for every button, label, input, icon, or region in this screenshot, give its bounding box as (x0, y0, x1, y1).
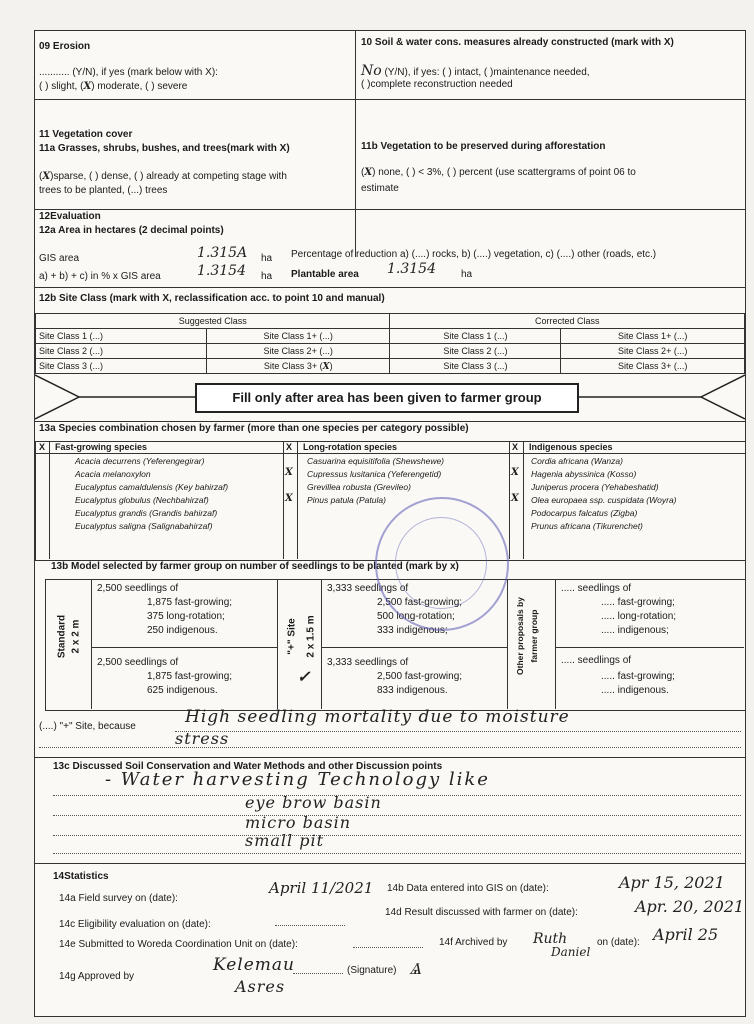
divider (355, 31, 356, 257)
section-09-title: 09 Erosion (39, 41, 91, 52)
standard-option1: 1,875 fast-growing; (147, 597, 233, 608)
plantable-value: 1.3154 (387, 261, 436, 277)
divider (35, 757, 745, 758)
because-text-line1: High seedling mortality due to moisture (185, 707, 570, 727)
section-14-title: 14Statistics (53, 871, 109, 882)
suggested-sc2: Site Class 2 (...) (36, 344, 207, 359)
ind-species-item: Hagenia abyssinica (Kosso) (531, 469, 637, 479)
because-label: (....) "+" Site, because (39, 721, 136, 732)
signature-label: (Signature) (347, 965, 397, 976)
plus-option2: 833 indigenous. (377, 685, 448, 696)
fast-growing-header: Fast-growing species (55, 442, 148, 452)
standard-option2: 625 indigenous. (147, 685, 218, 696)
fast-species-item: Eucalyptus globulus (Nechbahirzaf) (75, 495, 209, 505)
corrected-sc2: Site Class 2 (...) (390, 344, 561, 359)
other-option2: ..... indigenous. (601, 685, 669, 696)
other-option1: ..... seedlings of (561, 583, 632, 594)
suggested-sc3p: Site Class 3+ (X) (206, 359, 390, 374)
plus-option2: 3,333 seedlings of (327, 657, 409, 668)
because-text-line2: stress (175, 729, 230, 748)
corrected-sc1p: Site Class 1+ (...) (561, 329, 745, 344)
long-species-item: Casuarina equisitifolia (Shewshewe) (307, 456, 445, 466)
discussion-line: small pit (245, 831, 325, 850)
divider (35, 287, 745, 288)
long-species-mark: X (285, 467, 293, 478)
ind-species-item: Prunus africana (Tikurenchet) (531, 521, 643, 531)
ind-species-item: Cordia africana (Wanza) (531, 456, 623, 466)
standard-option1: 250 indigenous. (147, 625, 218, 636)
other-option1: ..... fast-growing; (601, 597, 675, 608)
vegetation-mark: X (42, 171, 51, 182)
sum-area-label: a) + b) + c) in % x GIS area (39, 271, 161, 282)
woreda-submitted-label: 14e Submitted to Woreda Coordination Unit on (date): (59, 939, 298, 950)
other-option1: ..... indigenous; (601, 625, 669, 636)
corrected-sc3p: Site Class 3+ (...) (561, 359, 745, 374)
divider (35, 421, 745, 422)
standard-option1: 2,500 seedlings of (97, 583, 179, 594)
section-10-title: 10 Soil & water cons. measures already constructed (mark with X) (361, 37, 674, 48)
other-proposals-label2: farmer group (529, 609, 539, 663)
plus-option1: 3,333 seedlings of (327, 583, 409, 594)
other-option2: ..... fast-growing; (601, 671, 675, 682)
fast-x-header: X (39, 442, 46, 452)
plus-site-size: 2 x 1.5 m (305, 615, 317, 658)
divider (35, 863, 745, 864)
site-class-table (35, 313, 745, 374)
fast-species-item: Acacia decurrens (Yeferengegirar) (75, 456, 205, 466)
other-proposals-label: Other proposals by (515, 597, 525, 675)
ind-species-mark: X (511, 467, 519, 478)
long-species-item: Pinus patula (Patula) (307, 495, 386, 505)
plus-option1: 333 indigenous; (377, 625, 448, 636)
sum-area-value: 1.3154 (197, 263, 246, 279)
corrected-class-header: Corrected Class (390, 314, 745, 329)
divider (35, 99, 745, 100)
gis-area-unit: ha (261, 253, 273, 264)
suggested-sc2p: Site Class 2+ (...) (206, 344, 390, 359)
standard-size: 2 x 2 m (70, 619, 82, 654)
official-stamp (375, 497, 509, 631)
archived-on-label: on (date): (597, 937, 640, 948)
plus-option1: 500 long-rotation; (377, 611, 455, 622)
section-12a-title: 12a Area in hectares (2 decimal points) (39, 225, 224, 236)
preserve-line2: estimate (361, 183, 399, 194)
gis-entry-label: 14b Data entered into GIS on (date): (387, 883, 549, 894)
suggested-class-header: Suggested Class (36, 314, 390, 329)
section-12b-title: 12b Site Class (mark with X, reclassification acc. to point 10 and manual) (39, 293, 385, 304)
plus-option2: 2,500 fast-growing; (377, 671, 463, 682)
archived-date: April 25 (653, 925, 719, 944)
standard-option2: 2,500 seedlings of (97, 657, 179, 668)
approved-by-name2: Asres (235, 977, 286, 996)
preserve-mark: X (364, 167, 373, 178)
site-class-mark: X (322, 361, 330, 372)
eligibility-label: 14c Eligibility evaluation on (date): (59, 919, 211, 930)
archived-by-value: Ruth (533, 931, 568, 947)
ind-x-header: X (512, 442, 519, 452)
suggested-sc1p: Site Class 1+ (...) (206, 329, 390, 344)
other-option2: ..... seedlings of (561, 655, 632, 666)
section-11a-title: 11a Grasses, shrubs, bushes, and trees(mark with X) (39, 143, 290, 154)
section-11-title: 11 Vegetation cover (39, 129, 133, 140)
ind-species-item: Juniperus procera (Yehabeshatid) (531, 482, 659, 492)
sum-area-unit: ha (261, 271, 273, 282)
long-species-item: Cupressus lusitanica (Yeferengetid) (307, 469, 442, 479)
reduction-text: Percentage of reduction a) (....) rocks, b) (....) vegetation, c) (....) other (roads, etc.) (291, 249, 657, 260)
discussion-line: micro basin (245, 813, 352, 832)
soil-water-answer: No (361, 63, 382, 79)
archived-by-name: Daniel (551, 945, 591, 959)
gis-area-label: GIS area (39, 253, 80, 264)
fast-species-item: Acacia melanoxylon (75, 469, 151, 479)
fast-species-item: Eucalyptus camaldulensis (Key bahirzaf) (75, 482, 229, 492)
gis-area-value: 1.315A (197, 245, 248, 261)
standard-label: Standard (56, 614, 68, 659)
section-13a-title: 13a Species combination chosen by farmer (more than one species per category possible) (39, 423, 469, 434)
fast-species-item: Eucalyptus saligna (Salignabahirzaf) (75, 521, 213, 531)
field-survey-date: April 11/2021 (269, 879, 374, 897)
vegetation-line1: (X)sparse, ( ) dense, ( ) already at competing stage with (39, 171, 287, 182)
result-discussed-date: Apr. 20, 2021 (635, 897, 745, 916)
divider (35, 209, 745, 210)
signature: Ⱑ (409, 959, 422, 978)
ind-species-item: Olea europaea ssp. cuspidata (Woyra) (531, 495, 677, 505)
plus-option2-mark: ✓ (297, 667, 311, 686)
long-species-mark: X (285, 493, 293, 504)
standard-option2: 1,875 fast-growing; (147, 671, 233, 682)
long-species-item: Grevillea robusta (Grevileo) (307, 482, 411, 492)
section-13c-title: 13c Discussed Soil Conservation and Water Methods and other Discussion points (53, 761, 443, 772)
erosion-line1: ........... (Y/N), if yes (mark below with X): (39, 67, 218, 78)
corrected-sc2p: Site Class 2+ (...) (561, 344, 745, 359)
fast-species-item: Eucalyptus grandis (Grandis bahirzaf) (75, 508, 218, 518)
fill-after-banner: Fill only after area has been given to farmer group (195, 383, 579, 413)
archived-by-label: 14f Archived by (439, 937, 508, 948)
approved-by-label: 14g Approved by (59, 971, 135, 982)
discussion-line: eye brow basin (245, 793, 382, 812)
other-option1: ..... long-rotation; (601, 611, 677, 622)
field-survey-label: 14a Field survey on (date): (59, 893, 178, 904)
erosion-line2: ( ) slight, (X) moderate, ( ) severe (39, 81, 188, 92)
corrected-sc3: Site Class 3 (...) (390, 359, 561, 374)
gis-entry-date: Apr 15, 2021 (619, 873, 725, 892)
section-13b-title: 13b Model selected by farmer group on number of seedlings to be planted (mark by x) (51, 561, 459, 572)
corrected-sc1: Site Class 1 (...) (390, 329, 561, 344)
soil-water-line1: No (Y/N), if yes: ( ) intact, ( )maintenance needed, (361, 63, 590, 79)
soil-water-line2: ( )complete reconstruction needed (361, 79, 513, 90)
erosion-mark: X (83, 81, 92, 92)
suggested-sc3: Site Class 3 (...) (36, 359, 207, 374)
ind-species-item: Podocarpus falcatus (Zigba) (531, 508, 638, 518)
indigenous-header: Indigenous species (529, 442, 613, 452)
plantable-unit: ha (461, 269, 473, 280)
section-12-title: 12Evaluation (39, 211, 101, 222)
plus-site-label: "+" Site (286, 618, 298, 655)
result-discussed-label: 14d Result discussed with farmer on (date): (385, 907, 578, 918)
suggested-sc1: Site Class 1 (...) (36, 329, 207, 344)
long-x-header: X (286, 442, 293, 452)
long-rotation-header: Long-rotation species (303, 442, 398, 452)
standard-option1: 375 long-rotation; (147, 611, 225, 622)
discussion-line: - Water harvesting Technology like (105, 769, 490, 790)
plantable-label: Plantable area (291, 269, 359, 280)
ind-species-mark: X (511, 493, 519, 504)
plus-option1: 2,500 fast-growing; (377, 597, 463, 608)
approved-by-name: Kelemau (213, 955, 296, 975)
section-11b-title: 11b Vegetation to be preserved during afforestation (361, 141, 606, 152)
form-page (34, 30, 746, 1017)
preserve-line1: (X) none, ( ) < 3%, ( ) percent (use scattergrams of point 06 to (361, 167, 636, 178)
vegetation-line2: trees to be planted, (...) trees (39, 185, 168, 196)
